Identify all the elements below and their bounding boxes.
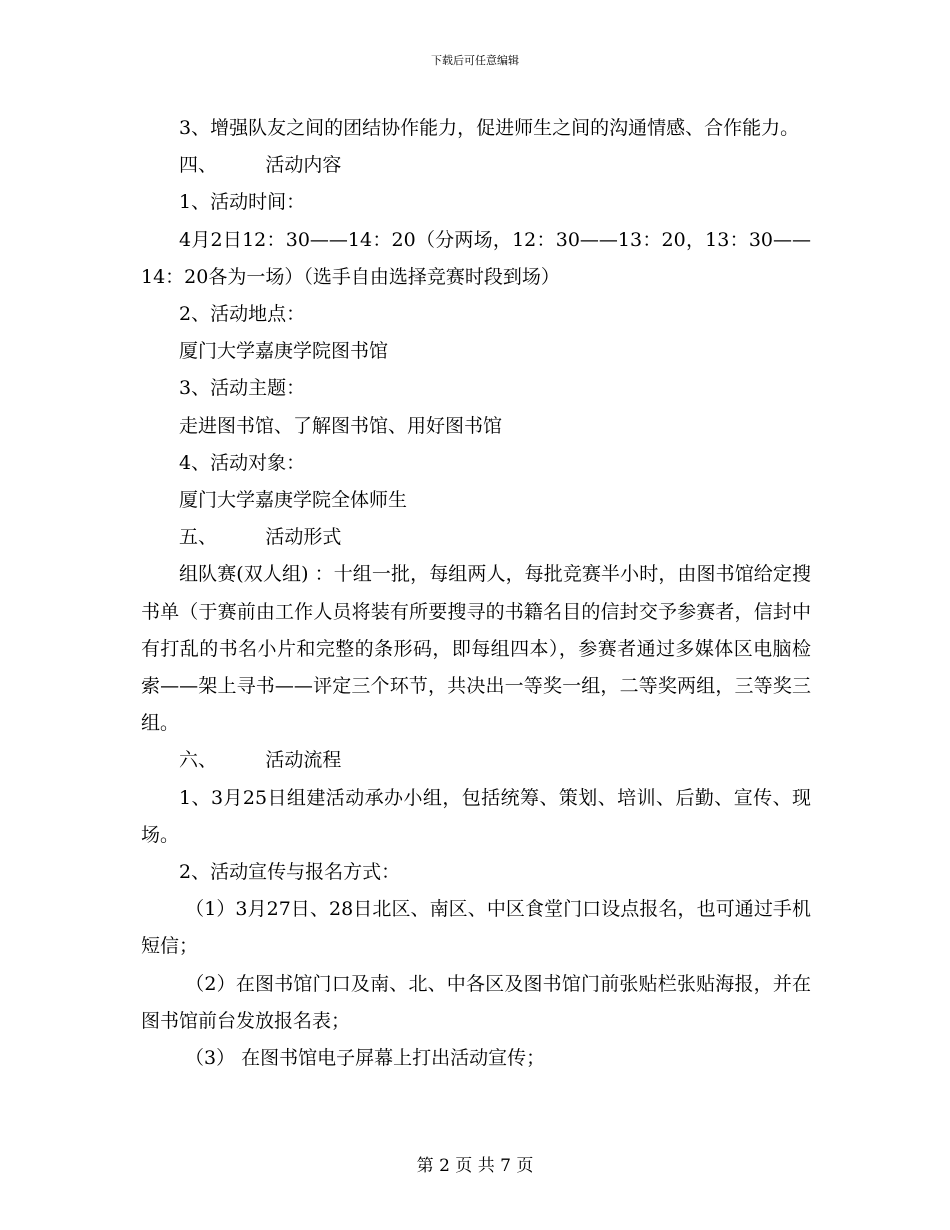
paragraph-flow-2: 2、活动宣传与报名方式： xyxy=(179,861,401,884)
paragraph-audience-label: 4、活动对象： xyxy=(179,451,306,474)
section-heading-4: 四、 活动内容 xyxy=(179,154,342,177)
section-heading-5: 五、 活动形式 xyxy=(179,526,342,549)
document-body xyxy=(141,110,811,1077)
paragraph-theme-value: 走进图书馆、了解图书馆、用好图书馆 xyxy=(179,414,503,437)
paragraph-flow-1: 1、3月25日组建活动承办小组，包括统筹、策划、培训、后勤、宣传、现场。 xyxy=(141,786,811,846)
paragraph-flow-2-3: （3） 在图书馆电子屏幕上打出活动宣传； xyxy=(179,1047,546,1070)
paragraph-time-label: 1、活动时间： xyxy=(179,191,306,214)
page-header: 下载后可任意编辑 xyxy=(431,54,519,67)
paragraph-flow-2-2: （2）在图书馆门口及南、北、中各区及图书馆门前张贴栏张贴海报，并在图书馆前台发放报名表； xyxy=(141,972,811,1032)
page-footer: 第 2 页 共 7 页 xyxy=(416,1156,534,1176)
paragraph-time-value: 4月2日12：30——14：20（分两场，12：30——13：20，13：30——14：20各为一场）（选手自由选择竞赛时段到场） xyxy=(141,228,811,288)
paragraph-location-label: 2、活动地点： xyxy=(179,303,306,326)
section-heading-6: 六、 活动流程 xyxy=(179,749,342,772)
paragraph-audience-value: 厦门大学嘉庚学院全体师生 xyxy=(179,489,408,512)
paragraph-location-value: 厦门大学嘉庚学院图书馆 xyxy=(179,340,389,363)
paragraph-theme-label: 3、活动主题： xyxy=(179,377,306,400)
paragraph-flow-2-1: （1）3月27日、28日北区、南区、中区食堂门口设点报名，也可通过手机短信； xyxy=(141,898,811,958)
paragraph-format: 组队赛(双人组) ：十组一批，每组两人，每批竞赛半小时，由图书馆给定搜书单（于赛前由工作人员将装有所要搜寻的书籍名目的信封交予参赛者，信封中有打乱的书名小片和完整的条形码，即每组四本），参赛者通过多媒体区电脑检索——架上寻书——评定三个环节，共决出一等奖一组，二等奖两组，三等奖三组。 xyxy=(141,563,811,735)
paragraph-goal-3: 3、增强队友之间的团结协作能力，促进师生之间的沟通情感、合作能力。 xyxy=(179,117,800,139)
